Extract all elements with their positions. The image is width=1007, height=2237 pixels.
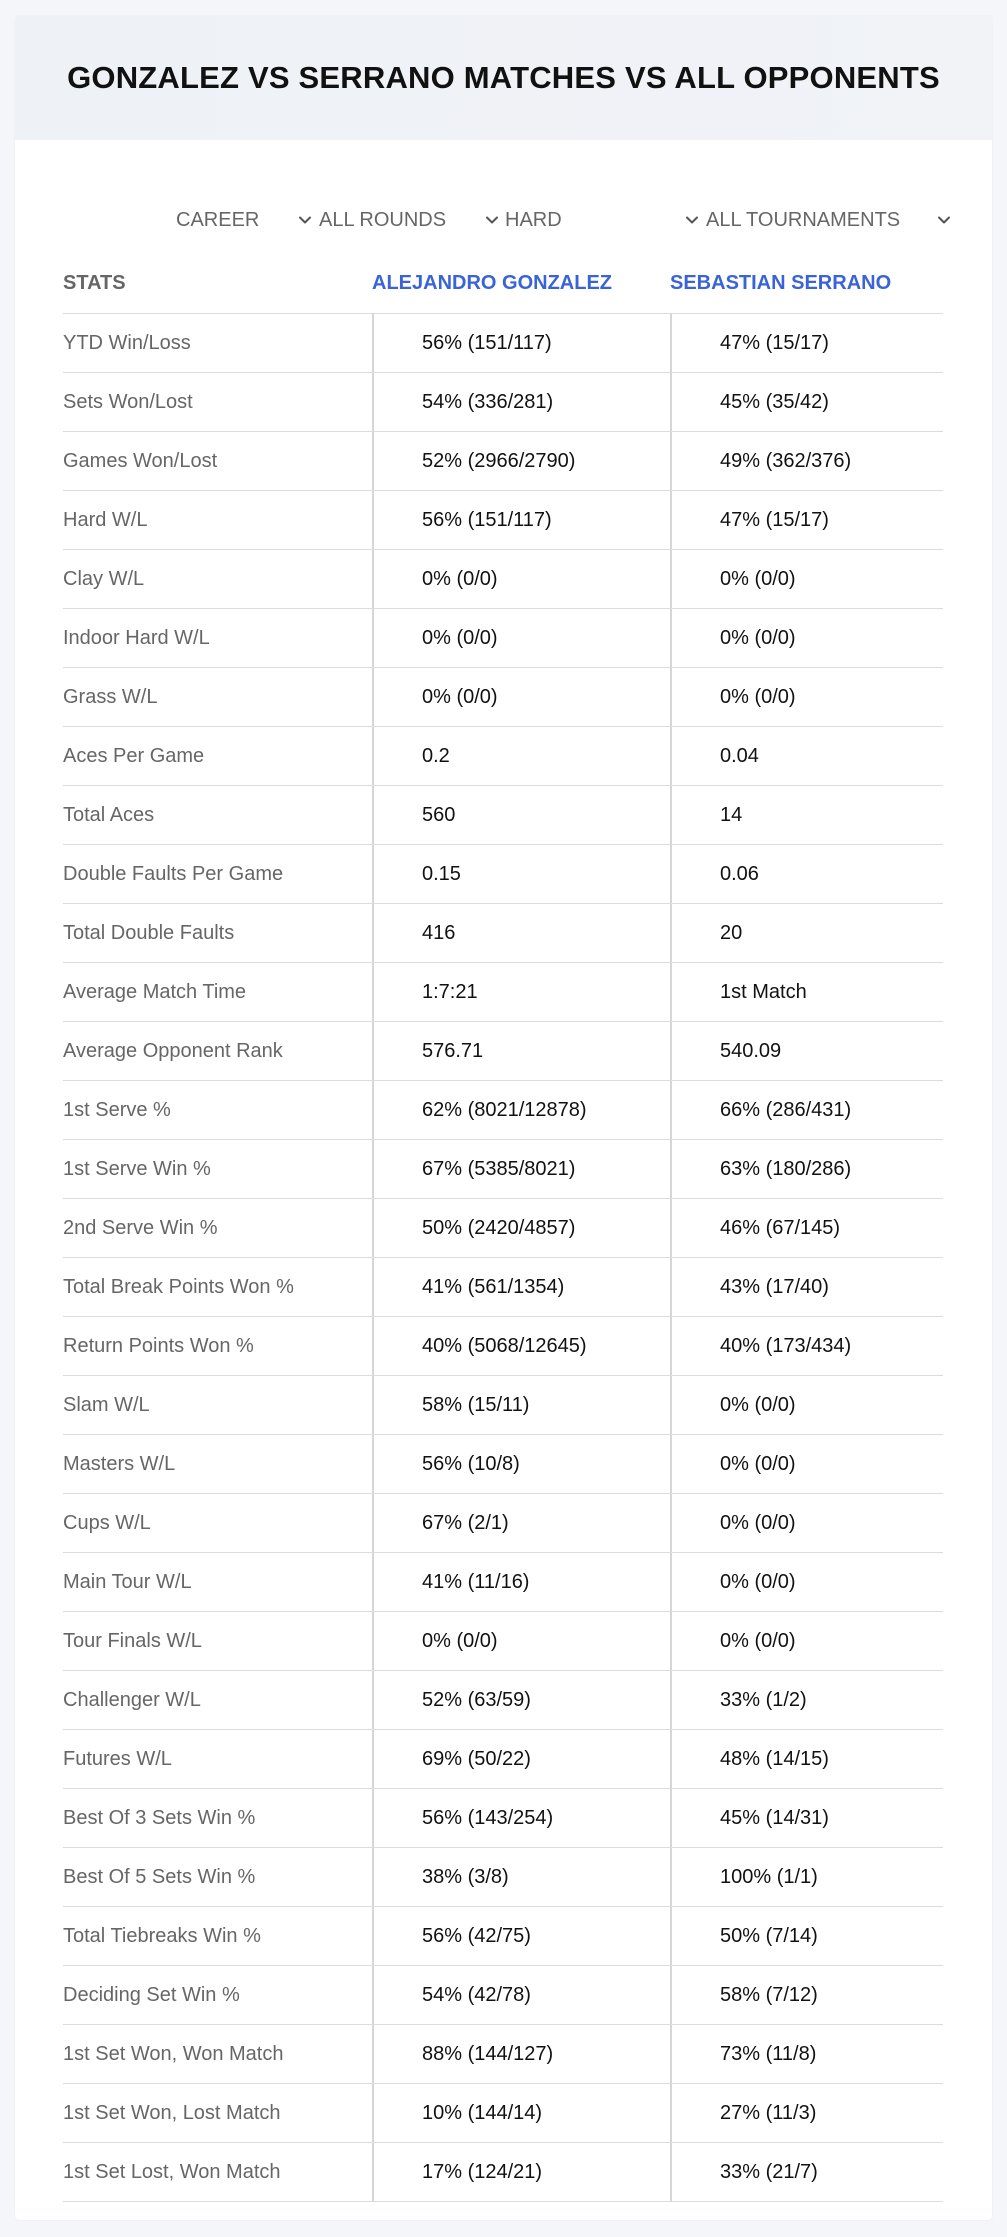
player2-value: 20 bbox=[720, 921, 743, 944]
player2-value: 27% (11/3) bbox=[720, 2101, 817, 2124]
player2-value: 0% (0/0) bbox=[720, 626, 796, 649]
player1-value: 0% (0/0) bbox=[422, 1629, 498, 1652]
filter-bar bbox=[15, 190, 992, 250]
stat-label: 1st Set Won, Won Match bbox=[63, 2042, 284, 2065]
stat-label: Hard W/L bbox=[63, 508, 148, 531]
player2-value: 33% (21/7) bbox=[720, 2160, 818, 2183]
stat-label: Slam W/L bbox=[63, 1393, 150, 1416]
table-row bbox=[63, 1139, 943, 1198]
stat-label: Futures W/L bbox=[63, 1747, 172, 1770]
player1-value: 56% (151/117) bbox=[422, 331, 552, 354]
player2-value: 50% (7/14) bbox=[720, 1924, 818, 1947]
chevron-down-icon bbox=[685, 213, 699, 227]
stat-label: Games Won/Lost bbox=[63, 449, 218, 472]
stat-label: 2nd Serve Win % bbox=[63, 1216, 218, 1239]
tournaments-select-value: ALL TOURNAMENTS bbox=[706, 208, 901, 231]
player1-value: 56% (10/8) bbox=[422, 1452, 520, 1475]
player1-value: 69% (50/22) bbox=[422, 1747, 531, 1770]
player2-value: 45% (35/42) bbox=[720, 390, 829, 413]
player1-value: 41% (561/1354) bbox=[422, 1275, 565, 1298]
table-row bbox=[63, 1552, 943, 1611]
table-row bbox=[63, 1847, 943, 1906]
stat-label: Return Points Won % bbox=[63, 1334, 254, 1357]
stat-label: Grass W/L bbox=[63, 685, 158, 708]
player2-value: 540.09 bbox=[720, 1039, 782, 1062]
player1-value: 0.2 bbox=[422, 744, 450, 767]
table-row bbox=[63, 608, 943, 667]
table-row bbox=[63, 490, 943, 549]
stat-label: Average Match Time bbox=[63, 980, 247, 1003]
rounds-select-value: ALL ROUNDS bbox=[319, 208, 447, 231]
stats-card bbox=[15, 16, 992, 2220]
player1-value: 416 bbox=[422, 921, 456, 944]
table-row bbox=[63, 313, 943, 372]
player1-value: 0% (0/0) bbox=[422, 567, 498, 590]
stats-table bbox=[63, 313, 943, 2202]
player1-value: 38% (3/8) bbox=[422, 1865, 509, 1888]
stat-label: 1st Serve Win % bbox=[63, 1157, 211, 1180]
table-row bbox=[63, 785, 943, 844]
player2-value: 14 bbox=[720, 803, 743, 826]
table-row bbox=[63, 1198, 943, 1257]
player1-value: 10% (144/14) bbox=[422, 2101, 543, 2124]
player1-value: 0% (0/0) bbox=[422, 626, 498, 649]
stat-label: Challenger W/L bbox=[63, 1688, 201, 1711]
chevron-down-icon bbox=[937, 213, 951, 227]
player1-value: 56% (42/75) bbox=[422, 1924, 531, 1947]
stat-label: 1st Serve % bbox=[63, 1098, 171, 1121]
table-row bbox=[63, 372, 943, 431]
stat-label: Deciding Set Win % bbox=[63, 1983, 240, 2006]
stats-column-header: STATS bbox=[63, 271, 126, 294]
player2-value: 0% (0/0) bbox=[720, 685, 796, 708]
stat-label: YTD Win/Loss bbox=[63, 331, 191, 354]
table-row bbox=[63, 1729, 943, 1788]
player2-value: 100% (1/1) bbox=[720, 1865, 818, 1888]
player2-column-header[interactable]: SEBASTIAN SERRANO bbox=[670, 271, 892, 294]
player2-value: 63% (180/286) bbox=[720, 1157, 852, 1180]
player2-value: 66% (286/431) bbox=[720, 1098, 852, 1121]
player1-value: 52% (63/59) bbox=[422, 1688, 531, 1711]
table-row bbox=[63, 2083, 943, 2142]
player2-value: 48% (14/15) bbox=[720, 1747, 829, 1770]
stat-label: Main Tour W/L bbox=[63, 1570, 192, 1593]
table-row bbox=[63, 1493, 943, 1552]
table-row bbox=[63, 1021, 943, 1080]
stat-label: Clay W/L bbox=[63, 567, 145, 590]
card-header bbox=[15, 16, 992, 140]
player2-value: 46% (67/145) bbox=[720, 1216, 841, 1239]
player2-value: 0% (0/0) bbox=[720, 1452, 796, 1475]
player1-value: 67% (5385/8021) bbox=[422, 1157, 576, 1180]
surface-select[interactable] bbox=[505, 190, 699, 250]
player2-value: 49% (362/376) bbox=[720, 449, 852, 472]
table-row bbox=[63, 1788, 943, 1847]
player2-value: 0% (0/0) bbox=[720, 1511, 796, 1534]
table-row bbox=[63, 1611, 943, 1670]
table-row bbox=[63, 962, 943, 1021]
player1-value: 560 bbox=[422, 803, 456, 826]
tournaments-select[interactable] bbox=[706, 190, 951, 250]
stat-label: Total Break Points Won % bbox=[63, 1275, 294, 1298]
player1-value: 88% (144/127) bbox=[422, 2042, 554, 2065]
stat-label: Tour Finals W/L bbox=[63, 1629, 202, 1652]
stat-label: Masters W/L bbox=[63, 1452, 176, 1475]
stat-label: Total Double Faults bbox=[63, 921, 235, 944]
stat-label: Cups W/L bbox=[63, 1511, 151, 1534]
stat-label: Best Of 3 Sets Win % bbox=[63, 1806, 256, 1829]
stat-label: Double Faults Per Game bbox=[63, 862, 284, 885]
player2-value: 40% (173/434) bbox=[720, 1334, 852, 1357]
table-row bbox=[63, 1257, 943, 1316]
player2-value: 73% (11/8) bbox=[720, 2042, 817, 2065]
player1-value: 67% (2/1) bbox=[422, 1511, 509, 1534]
table-row bbox=[63, 667, 943, 726]
stat-label: Total Tiebreaks Win % bbox=[63, 1924, 261, 1947]
stat-label: Sets Won/Lost bbox=[63, 390, 193, 413]
period-select-value: CAREER bbox=[176, 208, 260, 231]
player1-value: 56% (151/117) bbox=[422, 508, 552, 531]
player1-value: 52% (2966/2790) bbox=[422, 449, 576, 472]
player1-value: 576.71 bbox=[422, 1039, 484, 1062]
rounds-select[interactable] bbox=[319, 190, 499, 250]
stat-label: Total Aces bbox=[63, 803, 155, 826]
player2-value: 45% (14/31) bbox=[720, 1806, 829, 1829]
stat-label: Aces Per Game bbox=[63, 744, 205, 767]
stat-label: 1st Set Won, Lost Match bbox=[63, 2101, 281, 2124]
stat-label: 1st Set Lost, Won Match bbox=[63, 2160, 281, 2183]
table-row bbox=[63, 2142, 943, 2202]
player1-value: 17% (124/21) bbox=[422, 2160, 543, 2183]
player1-value: 40% (5068/12645) bbox=[422, 1334, 587, 1357]
table-row bbox=[63, 1375, 943, 1434]
player2-value: 47% (15/17) bbox=[720, 508, 829, 531]
player2-value: 43% (17/40) bbox=[720, 1275, 829, 1298]
player1-value: 58% (15/11) bbox=[422, 1393, 530, 1416]
player2-value: 47% (15/17) bbox=[720, 331, 829, 354]
table-row bbox=[63, 431, 943, 490]
player1-value: 0% (0/0) bbox=[422, 685, 498, 708]
table-row bbox=[63, 1965, 943, 2024]
player1-value: 62% (8021/12878) bbox=[422, 1098, 587, 1121]
period-select[interactable] bbox=[176, 190, 312, 250]
surface-select-value: HARD bbox=[505, 208, 562, 231]
player1-value: 54% (336/281) bbox=[422, 390, 554, 413]
table-row bbox=[63, 1080, 943, 1139]
player1-value: 1:7:21 bbox=[422, 980, 478, 1003]
table-row bbox=[63, 549, 943, 608]
stat-label: Average Opponent Rank bbox=[63, 1039, 283, 1062]
table-row bbox=[63, 844, 943, 903]
player1-value: 54% (42/78) bbox=[422, 1983, 531, 2006]
player2-value: 0% (0/0) bbox=[720, 1570, 796, 1593]
stat-label: Best Of 5 Sets Win % bbox=[63, 1865, 256, 1888]
chevron-down-icon bbox=[298, 213, 312, 227]
table-row bbox=[63, 1906, 943, 1965]
stat-label: Indoor Hard W/L bbox=[63, 626, 210, 649]
table-row bbox=[63, 1670, 943, 1729]
player2-value: 58% (7/12) bbox=[720, 1983, 818, 2006]
player2-value: 0% (0/0) bbox=[720, 1393, 796, 1416]
player1-value: 41% (11/16) bbox=[422, 1570, 530, 1593]
table-row bbox=[63, 1316, 943, 1375]
player1-value: 50% (2420/4857) bbox=[422, 1216, 576, 1239]
chevron-down-icon bbox=[485, 213, 499, 227]
page-title: GONZALEZ VS SERRANO MATCHES VS ALL OPPONENTS bbox=[67, 60, 940, 95]
player1-column-header[interactable]: ALEJANDRO GONZALEZ bbox=[372, 271, 612, 294]
player2-value: 1st Match bbox=[720, 980, 807, 1003]
player2-value: 33% (1/2) bbox=[720, 1688, 807, 1711]
table-row bbox=[63, 2024, 943, 2083]
table-row bbox=[63, 1434, 943, 1493]
player1-value: 56% (143/254) bbox=[422, 1806, 554, 1829]
player2-value: 0% (0/0) bbox=[720, 567, 796, 590]
player2-value: 0.06 bbox=[720, 862, 759, 885]
player2-value: 0% (0/0) bbox=[720, 1629, 796, 1652]
table-row bbox=[63, 726, 943, 785]
player2-value: 0.04 bbox=[720, 744, 759, 767]
player1-value: 0.15 bbox=[422, 862, 461, 885]
table-row bbox=[63, 903, 943, 962]
